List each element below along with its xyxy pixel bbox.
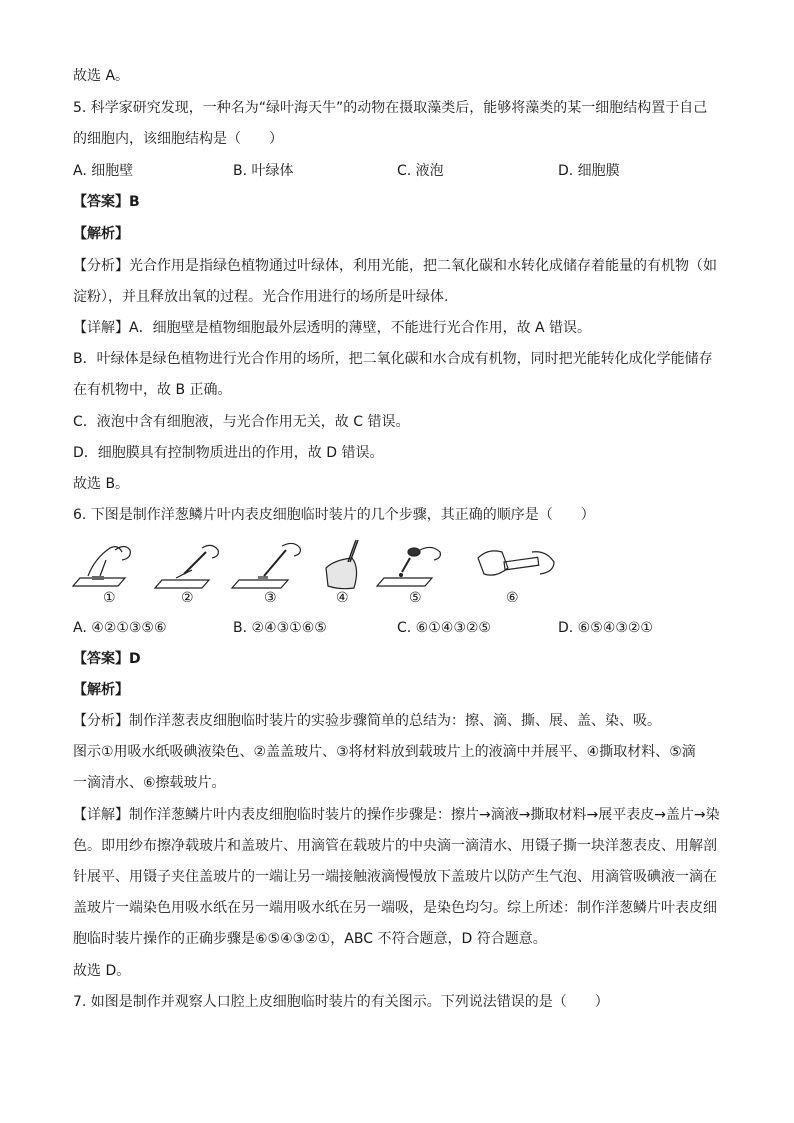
- question-5-stem-cont: 的细胞内，该细胞结构是（ ）: [73, 131, 283, 147]
- step-label-4: ④: [336, 590, 349, 606]
- q5-option-b: B. 叶绿体: [233, 163, 294, 179]
- text-line: 在有机物中，故 B 正确。: [73, 382, 232, 398]
- text-line: 图示①用吸水纸吸碘液染色、②盖盖玻片、③将材料放到载玻片上的液滴中并展平、④撕取材料、⑤滴: [73, 744, 696, 760]
- figure-step-labels: [70, 590, 570, 610]
- step-3-illustration: [232, 543, 300, 588]
- text-line: D．细胞膜具有控制物质进出的作用，故 D 错误。: [73, 445, 384, 461]
- step-2-illustration: [155, 545, 218, 588]
- text-line: 故选 B。: [73, 476, 130, 492]
- step-label-2: ②: [181, 590, 194, 606]
- q6-option-c: C. ⑥①④③②⑤: [397, 620, 491, 636]
- answer-label: 【答案】D: [73, 651, 141, 667]
- text-line: 故选 D。: [73, 963, 131, 979]
- question-7-stem: 7. 如图是制作并观察人口腔上皮细胞临时装片的有关图示。下列说法错误的是（ ）: [73, 994, 609, 1010]
- text-line: 【分析】制作洋葱表皮细胞临时装片的实验步骤简单的总结为：擦、滴、撕、展、盖、染、吸。: [73, 713, 661, 729]
- analysis-label: 【解析】: [73, 682, 129, 698]
- q6-option-d: D. ⑥⑤④③②①: [558, 620, 653, 636]
- text-line: 淀粉），并且释放出氧的过程。光合作用进行的场所是叶绿体.: [73, 289, 449, 305]
- text-line: 色。即用纱布擦净载玻片和盖玻片、用滴管在载玻片的中央滴一滴清水、用镊子撕一块洋葱表皮、用解剖: [73, 838, 717, 854]
- answer-label: 【答案】B: [73, 194, 140, 210]
- step-1-illustration: [73, 547, 130, 587]
- step-5-illustration: [377, 547, 440, 586]
- text-line: B．叶绿体是绿色植物进行光合作用的场所，把二氧化碳和水合成有机物，同时把光能转化成化学能储存: [73, 351, 713, 367]
- step-label-3: ③: [264, 590, 277, 606]
- text-line: 【详解】A．细胞壁是植物细胞最外层透明的薄壁，不能进行光合作用，故 A 错误。: [73, 320, 592, 336]
- q5-option-c: C. 液泡: [397, 163, 444, 179]
- text-line: 【分析】光合作用是指绿色植物通过叶绿体，利用光能，把二氧化碳和水转化成储存着能量的有机物（如: [73, 258, 717, 274]
- step-label-6: ⑥: [506, 590, 519, 606]
- q6-option-a: A. ④②①③⑤⑥: [73, 620, 167, 636]
- step-label-5: ⑤: [409, 590, 422, 606]
- question-5-stem: 5. 科学家研究发现，一种名为“绿叶海天牛”的动物在摄取藻类后，能够将藻类的某一细胞结构置于自己: [73, 100, 708, 116]
- text-line: 胞临时装片操作的正确步骤是⑥⑤④③②①，ABC 不符合题意，D 符合题意。: [73, 931, 547, 947]
- text-line: 一滴清水、⑥擦载玻片。: [73, 775, 226, 791]
- text-line: 盖玻片一端染色用吸水纸在另一端用吸水纸在另一端吸，是染色均匀。综上所述：制作洋葱鳞片叶表皮细: [73, 900, 717, 916]
- text-line: C．液泡中含有细胞液，与光合作用无关，故 C 错误。: [73, 414, 410, 430]
- step-4-illustration: [326, 540, 358, 589]
- question-6-stem: 6. 下图是制作洋葱鳞片叶内表皮细胞临时装片的几个步骤，其正确的顺序是（ ）: [73, 507, 595, 523]
- q6-option-b: B. ②④③①⑥⑤: [233, 620, 327, 636]
- q5-option-d: D. 细胞膜: [558, 163, 620, 179]
- step-6-illustration: [478, 551, 554, 575]
- text-line: 故选 A。: [73, 68, 130, 84]
- text-line: 针展平、用镊子夹住盖玻片的一端让另一端接触液滴慢慢放下盖玻片以防产生气泡、用滴管吸碘液一滴在: [73, 869, 717, 885]
- step-label-1: ①: [103, 590, 116, 606]
- analysis-label: 【解析】: [73, 226, 129, 242]
- q5-option-a: A. 细胞壁: [73, 163, 134, 179]
- text-line: 【详解】制作洋葱鳞片叶内表皮细胞临时装片的操作步骤是：擦片→滴液→撕取材料→展平表皮→盖片→染: [73, 807, 720, 823]
